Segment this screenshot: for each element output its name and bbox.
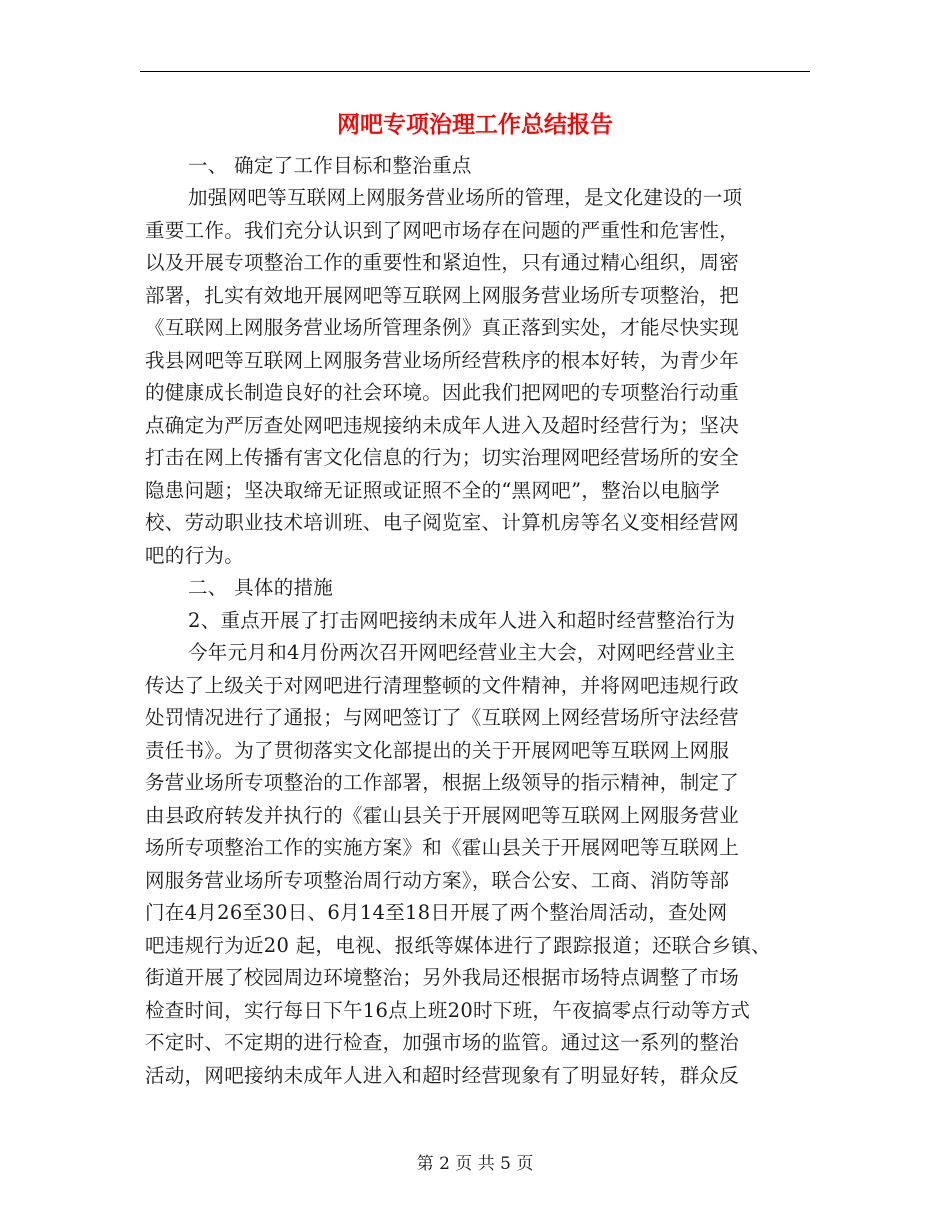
paragraph-line: 场所专项整治工作的实施方案》和《霍山县关于开展网吧等互联网上 (145, 836, 740, 859)
paragraph-line: 处罚情况进行了通报；与网吧签订了《互联网上网经营场所守法经营 (145, 706, 740, 729)
paragraph-line: 吧的行为。 (145, 544, 245, 567)
subsection-heading: 2、重点开展了打击网吧接纳未成年人进入和超时经营整治行为 (188, 609, 736, 632)
paragraph-line: 点确定为严厉查处网吧违规接纳未成年人进入及超时经营行为；坚决 (145, 414, 740, 437)
document-title: 网吧专项治理工作总结报告 (337, 111, 613, 138)
paragraph-line: 检查时间，实行每日下午16点上班20时下班，午夜搞零点行动等方式 (145, 999, 751, 1022)
paragraph-line: 我县网吧等互联网上网服务营业场所经营秩序的根本好转，为青少年 (145, 349, 740, 372)
paragraph-line: 活动，网吧接纳未成年人进入和超时经营现象有了明显好转，群众反 (145, 1064, 740, 1087)
paragraph-line: 部署，扎实有效地开展网吧等互联网上网服务营业场所专项整治，把 (145, 284, 740, 307)
paragraph-line: 加强网吧等互联网上网服务营业场所的管理，是文化建设的一项 (188, 186, 743, 209)
header-rule (140, 71, 810, 72)
paragraph-line: 隐患问题；坚决取缔无证照或证照不全的“黑网吧”，整治以电脑学 (145, 479, 720, 502)
paragraph-line: 街道开展了校园周边环境整治；另外我局还根据市场特点调整了市场 (145, 966, 740, 989)
section-heading-1: 一、 确定了工作目标和整治重点 (188, 154, 472, 177)
paragraph-line: 打击在网上传播有害文化信息的行为；切实治理网吧经营场所的安全 (145, 446, 740, 469)
paragraph-line: 的健康成长制造良好的社会环境。因此我们把网吧的专项整治行动重 (145, 381, 740, 404)
paragraph-line: 校、劳动职业技术培训班、电子阅览室、计算机房等名义变相经营网 (145, 511, 740, 534)
paragraph-line: 网服务营业场所专项整治周行动方案》，联合公安、工商、消防等部 (145, 869, 730, 892)
paragraph-line: 今年元月和4月份两次召开网吧经营业主大会，对网吧经营业主 (188, 641, 736, 664)
paragraph-line: 重要工作。我们充分认识到了网吧市场存在问题的严重性和危害性， (145, 219, 740, 242)
paragraph-line: 务营业场所专项整治的工作部署，根据上级领导的指示精神，制定了 (145, 771, 740, 794)
paragraph-line: 吧违规行为近20 起，电视、报纸等媒体进行了跟踪报道；还联合乡镇、 (145, 934, 771, 957)
paragraph-line: 由县政府转发并执行的《霍山县关于开展网吧等互联网上网服务营业 (145, 804, 740, 827)
paragraph-line: 传达了上级关于对网吧进行清理整顿的文件精神，并将网吧违规行政 (145, 674, 740, 697)
paragraph-line: 以及开展专项整治工作的重要性和紧迫性，只有通过精心组织，周密 (145, 251, 740, 274)
paragraph-line: 不定时、不定期的进行检查，加强市场的监管。通过这一系列的整治 (145, 1031, 740, 1054)
page-number: 第 2 页 共 5 页 (416, 1154, 534, 1174)
paragraph-line: 门在4月26至30日、6月14至18日开展了两个整治周活动，查处网 (145, 901, 728, 924)
paragraph-line: 《互联网上网服务营业场所管理条例》真正落到实处，才能尽快实现 (145, 316, 740, 339)
paragraph-line: 责任书》。为了贯彻落实文化部提出的关于开展网吧等互联网上网服 (145, 739, 730, 762)
section-heading-2: 二、 具体的措施 (188, 576, 334, 599)
